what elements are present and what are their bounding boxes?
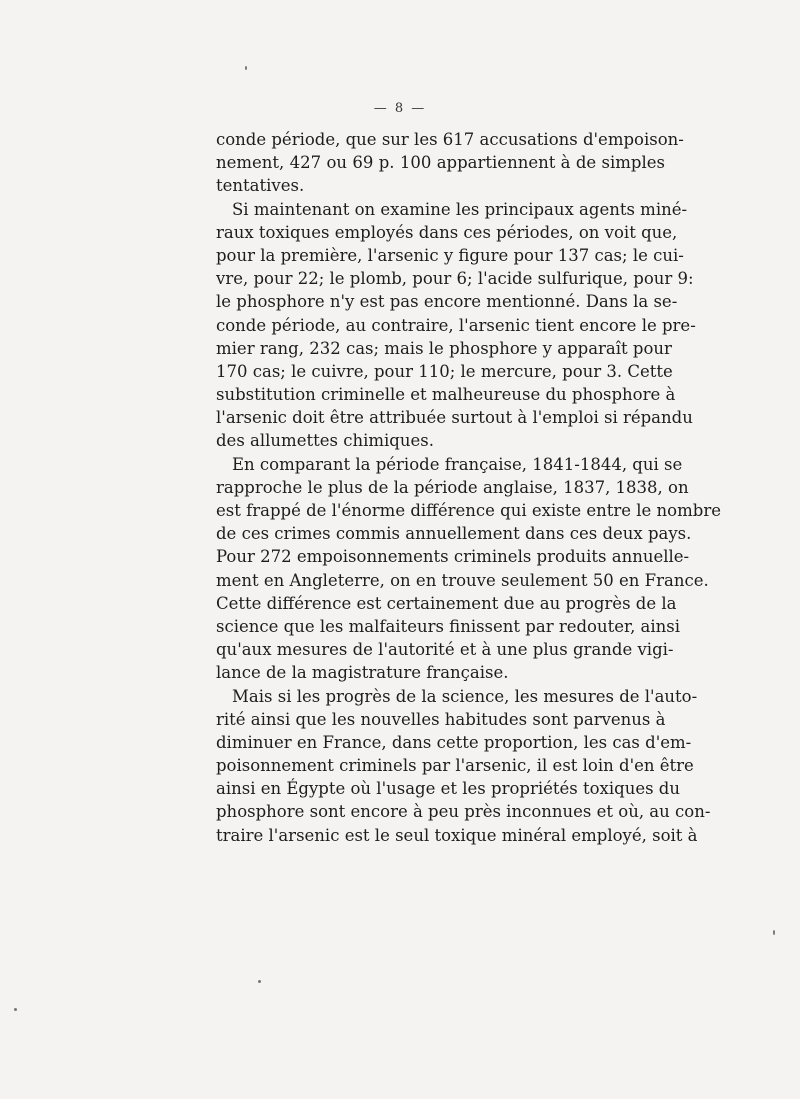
text-line: rité ainsi que les nouvelles habitudes sont parvenus à bbox=[216, 709, 666, 729]
paragraph-4 bbox=[216, 685, 711, 847]
paragraph-1 bbox=[216, 128, 684, 198]
text-line: tentatives. bbox=[216, 176, 305, 196]
text-line: qu'aux mesures de l'autorité et à une plus grande vigi- bbox=[216, 640, 674, 660]
text-line: mier rang, 232 cas; mais le phosphore y apparaît pour bbox=[216, 338, 672, 358]
text-line: raux toxiques employés dans ces périodes, on voit que, bbox=[216, 222, 678, 242]
paper-speck bbox=[245, 66, 247, 70]
text-line: l'arsenic doit être attribuée surtout à l'emploi si répandu bbox=[216, 408, 693, 428]
text-line: des allumettes chimiques. bbox=[216, 431, 434, 451]
text-line: pour la première, l'arsenic y figure pour 137 cas; le cui- bbox=[216, 245, 684, 265]
text-line: phosphore sont encore à peu près inconnues et où, au con- bbox=[216, 802, 711, 822]
paper-speck bbox=[773, 930, 775, 935]
text-line: rapproche le plus de la période anglaise, 1837, 1838, on bbox=[216, 477, 689, 497]
text-line: traire l'arsenic est le seul toxique minéral employé, soit à bbox=[216, 825, 698, 845]
text-line: ment en Angleterre, on en trouve seulement 50 en France. bbox=[216, 570, 709, 590]
text-line: substitution criminelle et malheureuse du phosphore à bbox=[216, 385, 676, 405]
text-line: ainsi en Égypte où l'usage et les propriétés toxiques du bbox=[216, 779, 680, 799]
text-line: Mais si les progrès de la science, les mesures de l'auto- bbox=[232, 686, 698, 706]
text-line: Pour 272 empoisonnements criminels produits annuelle- bbox=[216, 547, 690, 567]
text-line: En comparant la période française, 1841-1844, qui se bbox=[232, 454, 683, 474]
text-line: conde période, que sur les 617 accusations d'empoison- bbox=[216, 130, 684, 149]
text-line: vre, pour 22; le plomb, pour 6; l'acide sulfurique, pour 9: bbox=[216, 269, 694, 289]
text-line: poisonnement criminels par l'arsenic, il est loin d'en être bbox=[216, 756, 694, 776]
text-line: Si maintenant on examine les principaux agents miné- bbox=[232, 199, 688, 219]
text-line: diminuer en France, dans cette proportion, les cas d'em- bbox=[216, 732, 692, 752]
body-text bbox=[216, 128, 721, 847]
text-line: est frappé de l'énorme différence qui existe entre le nombre bbox=[216, 501, 721, 520]
page-number: — 8 — bbox=[373, 101, 427, 116]
text-line: Cette différence est certainement due au progrès de la bbox=[216, 593, 677, 613]
paragraph-3 bbox=[216, 453, 721, 685]
paper-speck bbox=[14, 1008, 17, 1011]
text-line: lance de la magistrature française. bbox=[216, 663, 509, 683]
text-line: de ces crimes commis annuellement dans ces deux pays. bbox=[216, 524, 692, 544]
paragraph-2 bbox=[216, 198, 696, 453]
text-line: conde période, au contraire, l'arsenic tient encore le pre- bbox=[216, 315, 696, 335]
text-line: nement, 427 ou 69 p. 100 appartiennent à de simples bbox=[216, 153, 665, 173]
text-line: science que les malfaiteurs finissent par redouter, ainsi bbox=[216, 616, 681, 636]
paper-speck bbox=[258, 980, 261, 983]
text-line: le phosphore n'y est pas encore mentionné. Dans la se- bbox=[216, 292, 678, 312]
text-line: 170 cas; le cuivre, pour 110; le mercure, pour 3. Cette bbox=[216, 361, 673, 381]
